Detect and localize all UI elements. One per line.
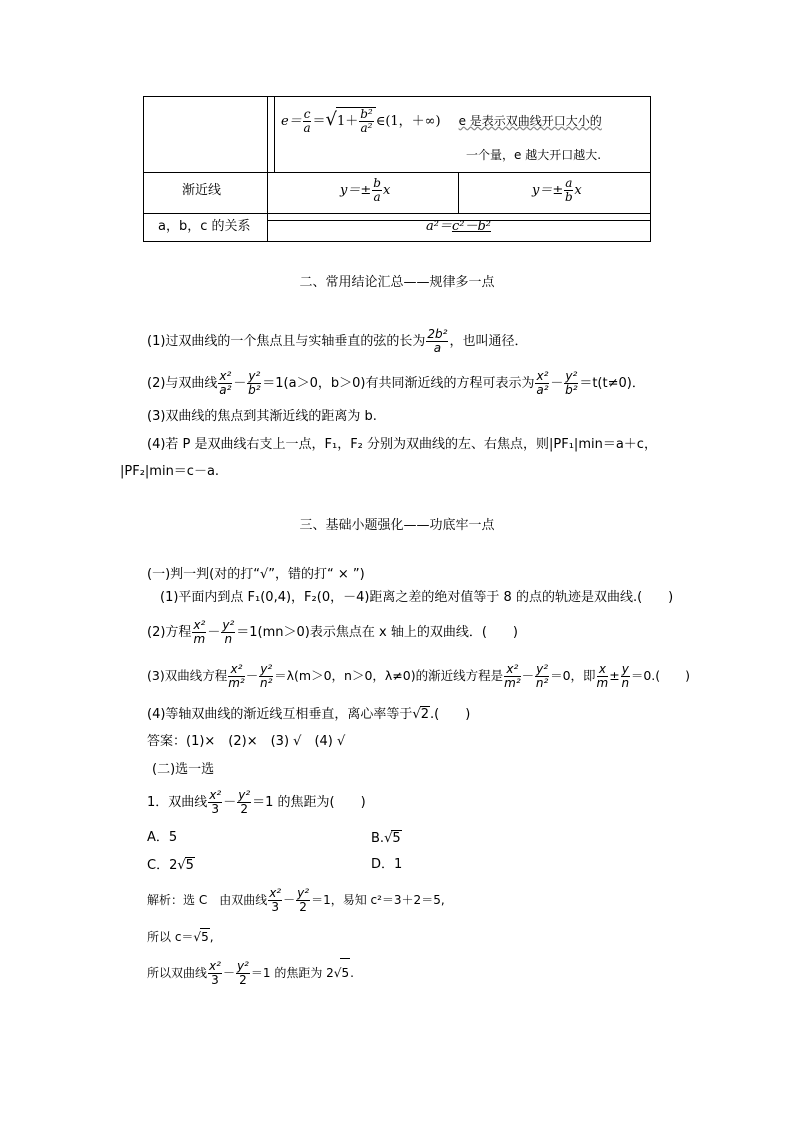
fraction-numerator: y² xyxy=(222,618,235,632)
fraction-numerator: y xyxy=(621,662,629,676)
asymptote-formula-x-axis xyxy=(340,177,390,205)
sqrt-body xyxy=(336,107,376,135)
asymptote-y: y＝± xyxy=(340,183,372,198)
fraction-denominator: a xyxy=(433,341,442,355)
solution-text: 所以双曲线 xyxy=(147,966,208,980)
sqrt-term: 1＋ xyxy=(336,114,359,129)
minus-sign: － xyxy=(223,795,237,810)
judge-item-1: (1)平面内到点 F₁(0,4)，F₂(0，－4)距离之差的绝对值等于 8 的点的轨迹是双曲线.( ) xyxy=(160,590,674,605)
fraction-y2-over-n2 xyxy=(259,663,273,690)
sqrt-body: 5 xyxy=(392,831,401,846)
question-1 xyxy=(147,789,366,817)
fraction-denominator: 3 xyxy=(211,973,219,987)
relation-label: a，b，c 的关系 xyxy=(158,219,251,234)
fraction-numerator: b xyxy=(373,176,381,190)
conclusion-2 xyxy=(147,370,645,397)
question-1-suffix: ＝1 的焦距为( ) xyxy=(252,795,366,810)
fraction-y2-over-b2 xyxy=(564,370,578,397)
fraction-x2-over-m2 xyxy=(504,663,521,690)
fraction-numerator: x² xyxy=(209,788,222,802)
conclusion-2-text: (2)与双曲线 xyxy=(147,376,218,391)
fraction-denominator: m² xyxy=(228,676,245,690)
fraction-numerator: b² xyxy=(360,107,373,121)
judge-item-3-mid2: ＝0，即 xyxy=(550,668,596,683)
option-d: D．1 xyxy=(371,857,403,872)
eccentricity-formula xyxy=(281,107,602,135)
option-c-label: C．2 xyxy=(147,858,178,873)
conclusion-2-mid: ＝1(a＞0，b＞0)有共同渐近线的方程可表示为 xyxy=(262,376,535,391)
fraction-denominator: 3 xyxy=(211,802,220,816)
fraction-denominator: 2 xyxy=(240,802,248,816)
fraction-2b2-over-a xyxy=(426,328,448,355)
fraction-b-over-a xyxy=(372,177,382,204)
plus-minus-sign: ± xyxy=(609,668,620,683)
asymptote-y: y＝± xyxy=(532,183,564,198)
fraction-x2-over-3 xyxy=(268,887,282,914)
fraction-numerator: y² xyxy=(238,788,251,802)
solution-text-suffix: , xyxy=(209,930,214,944)
fraction-x2-over-3 xyxy=(208,960,222,987)
table-col-divider xyxy=(274,97,275,172)
fraction-denominator: a² xyxy=(360,121,373,135)
fraction-y2-over-2 xyxy=(296,887,310,914)
solution-text: 解析：选 C 由双曲线 xyxy=(147,893,268,907)
fraction-denominator: b² xyxy=(248,383,261,397)
fraction-x-over-m xyxy=(597,663,609,690)
fraction-denominator: m² xyxy=(504,676,521,690)
minus-sign: － xyxy=(222,966,235,980)
fraction-numerator: x² xyxy=(228,663,245,677)
eccentricity-range: ∈(1，＋∞) xyxy=(375,114,441,129)
sqrt-body: 5 xyxy=(340,958,350,987)
conclusion-1 xyxy=(147,328,528,355)
conclusion-2-suffix: ＝t(t≠0)． xyxy=(579,376,645,391)
judge-item-3 xyxy=(147,662,690,690)
option-c xyxy=(147,857,195,874)
table-row-divider xyxy=(144,172,650,173)
table-col-divider xyxy=(458,172,459,213)
fraction-numerator: x² xyxy=(504,663,521,677)
solution-line-1 xyxy=(147,886,445,914)
solution-line-3 xyxy=(147,958,354,987)
conclusion-1-suffix: ，也叫通径． xyxy=(449,334,528,349)
fraction-numerator: c xyxy=(303,107,311,121)
fraction-numerator: x² xyxy=(536,369,549,383)
minus-sign: － xyxy=(521,668,535,683)
sqrt-body: 5 xyxy=(185,858,194,873)
solution-text: 所以 c＝ xyxy=(147,930,194,944)
fraction-y2-over-2 xyxy=(237,789,251,816)
fraction-numerator: y² xyxy=(565,369,578,383)
fraction-x2-over-3 xyxy=(208,789,222,816)
relation-value xyxy=(426,219,491,235)
fraction-denominator: a² xyxy=(536,383,549,397)
fraction-numerator: x² xyxy=(219,369,232,383)
solution-text-suffix: . xyxy=(350,966,354,980)
fraction-denominator: n xyxy=(224,632,233,646)
fraction-numerator: x² xyxy=(193,618,206,632)
fraction-numerator: x² xyxy=(209,959,221,973)
section-2-title: 二、常用结论汇总——规律多一点 xyxy=(299,275,495,290)
fraction-denominator: b² xyxy=(565,383,578,397)
section-3-title: 三、基础小题强化——功底牢一点 xyxy=(299,518,495,533)
conclusion-1-text: (1)过双曲线的一个焦点且与实轴垂直的弦的长为 xyxy=(147,334,426,349)
fraction-numerator: y² xyxy=(236,959,249,973)
sqrt-icon: √ xyxy=(333,966,342,980)
judge-item-3-suffix: ＝0.( ) xyxy=(630,668,691,683)
judge-item-2-text: (2)方程 xyxy=(147,625,192,640)
fraction-denominator: a xyxy=(303,121,311,135)
relation-lhs: a²＝ xyxy=(426,219,452,234)
fraction-denominator: a² xyxy=(219,383,232,397)
eccentricity-note-continued: 一个量，e 越大开口越大. xyxy=(466,148,602,162)
fraction-denominator: 2 xyxy=(239,973,247,987)
option-b xyxy=(371,830,402,847)
hyperbola-properties-table xyxy=(143,96,651,242)
fraction-numerator: x xyxy=(597,663,609,677)
choose-header: (二)选一选 xyxy=(152,762,215,777)
judge-item-4-text: (4)等轴双曲线的渐近线互相垂直，离心率等于 xyxy=(147,707,413,722)
solution-line-2 xyxy=(147,928,214,945)
fraction-y2-over-2 xyxy=(236,960,250,987)
fraction-numerator: y² xyxy=(260,662,273,676)
fraction-y-over-n xyxy=(621,663,630,690)
solution-text-suffix: ＝1，易知 c²＝3＋2＝5, xyxy=(311,893,445,907)
fraction-numerator: x² xyxy=(269,886,282,900)
sqrt-icon: √ xyxy=(193,930,202,944)
conclusion-4-continued: |PF₂|min＝c－a. xyxy=(120,464,220,479)
fraction-numerator: y² xyxy=(536,662,549,676)
fraction-x2-over-m2 xyxy=(228,663,245,690)
solution-text-mid: ＝1 的焦距为 2 xyxy=(250,966,334,980)
judge-answers: 答案：(1)× (2)× (3) √ (4) √ xyxy=(147,734,346,749)
judge-item-2 xyxy=(147,619,518,647)
judge-item-4-suffix: .( ) xyxy=(430,707,471,722)
fraction-b2-over-a2 xyxy=(359,108,374,135)
fraction-x2-over-a2 xyxy=(535,370,549,397)
fraction-denominator: m xyxy=(596,676,609,690)
eccentricity-e: e＝ xyxy=(281,114,302,129)
fraction-y2-over-b2 xyxy=(247,370,261,397)
judge-header: (一)判一判(对的打“√”，错的打“ × ”) xyxy=(147,567,365,582)
fraction-x2-over-a2 xyxy=(218,370,232,397)
question-1-text: 1．双曲线 xyxy=(147,795,208,810)
sqrt-body: 2 xyxy=(420,707,429,722)
fraction-denominator: n² xyxy=(535,676,549,690)
relation-rhs: c²－b² xyxy=(451,219,491,234)
fraction-denominator: m xyxy=(193,632,206,646)
option-a: A．5 xyxy=(147,830,178,845)
eccentricity-note: e 是表示双曲线开口大小的 xyxy=(458,114,602,128)
conclusion-4: (4)若 P 是双曲线右支上一点，F₁，F₂ 分别为双曲线的左、右焦点，则|PF₁|min＝a＋c， xyxy=(147,437,657,452)
judge-item-3-text: (3)双曲线方程 xyxy=(147,668,228,683)
minus-sign: － xyxy=(550,376,564,391)
table-row-divider xyxy=(144,213,650,214)
asymptote-x: x xyxy=(574,183,582,198)
equals-sign: ＝ xyxy=(312,114,326,129)
fraction-denominator: 3 xyxy=(271,900,279,914)
fraction-y2-over-n xyxy=(221,619,235,646)
minus-sign: － xyxy=(245,668,259,683)
minus-sign: － xyxy=(233,376,247,391)
asymptote-formula-y-axis xyxy=(532,177,582,205)
fraction-numerator: 2b² xyxy=(427,327,448,341)
conclusion-3: (3)双曲线的焦点到其渐近线的距离为 b. xyxy=(147,409,377,424)
fraction-numerator: y² xyxy=(297,886,310,900)
minus-sign: － xyxy=(207,625,221,640)
judge-item-3-mid: ＝λ(m＞0，n＞0，λ≠0)的渐近线方程是 xyxy=(274,668,504,683)
fraction-denominator: n² xyxy=(259,676,273,690)
sqrt-icon: √ xyxy=(325,109,337,130)
fraction-c-over-a xyxy=(303,108,312,135)
fraction-denominator: b xyxy=(564,190,573,204)
sqrt-icon: √ xyxy=(384,831,393,846)
judge-item-2-suffix: ＝1(mn＞0)表示焦点在 x 轴上的双曲线．( ) xyxy=(236,625,518,640)
fraction-denominator: 2 xyxy=(299,900,307,914)
asymptote-label: 渐近线 xyxy=(182,183,222,198)
fraction-denominator: a xyxy=(373,190,381,204)
fraction-numerator: y² xyxy=(248,369,261,383)
judge-item-4 xyxy=(147,706,470,723)
fraction-numerator: a xyxy=(565,176,573,190)
minus-sign: － xyxy=(283,893,296,907)
fraction-a-over-b xyxy=(564,177,573,204)
sqrt-body: 5 xyxy=(201,930,209,944)
fraction-x2-over-m xyxy=(192,619,206,646)
sqrt-icon: √ xyxy=(412,707,421,722)
asymptote-x: x xyxy=(382,183,391,198)
option-b-label: B. xyxy=(371,831,385,846)
table-col-divider xyxy=(267,97,268,241)
fraction-denominator: n xyxy=(621,676,630,690)
fraction-y2-over-n2 xyxy=(535,663,549,690)
sqrt-icon: √ xyxy=(177,858,186,873)
